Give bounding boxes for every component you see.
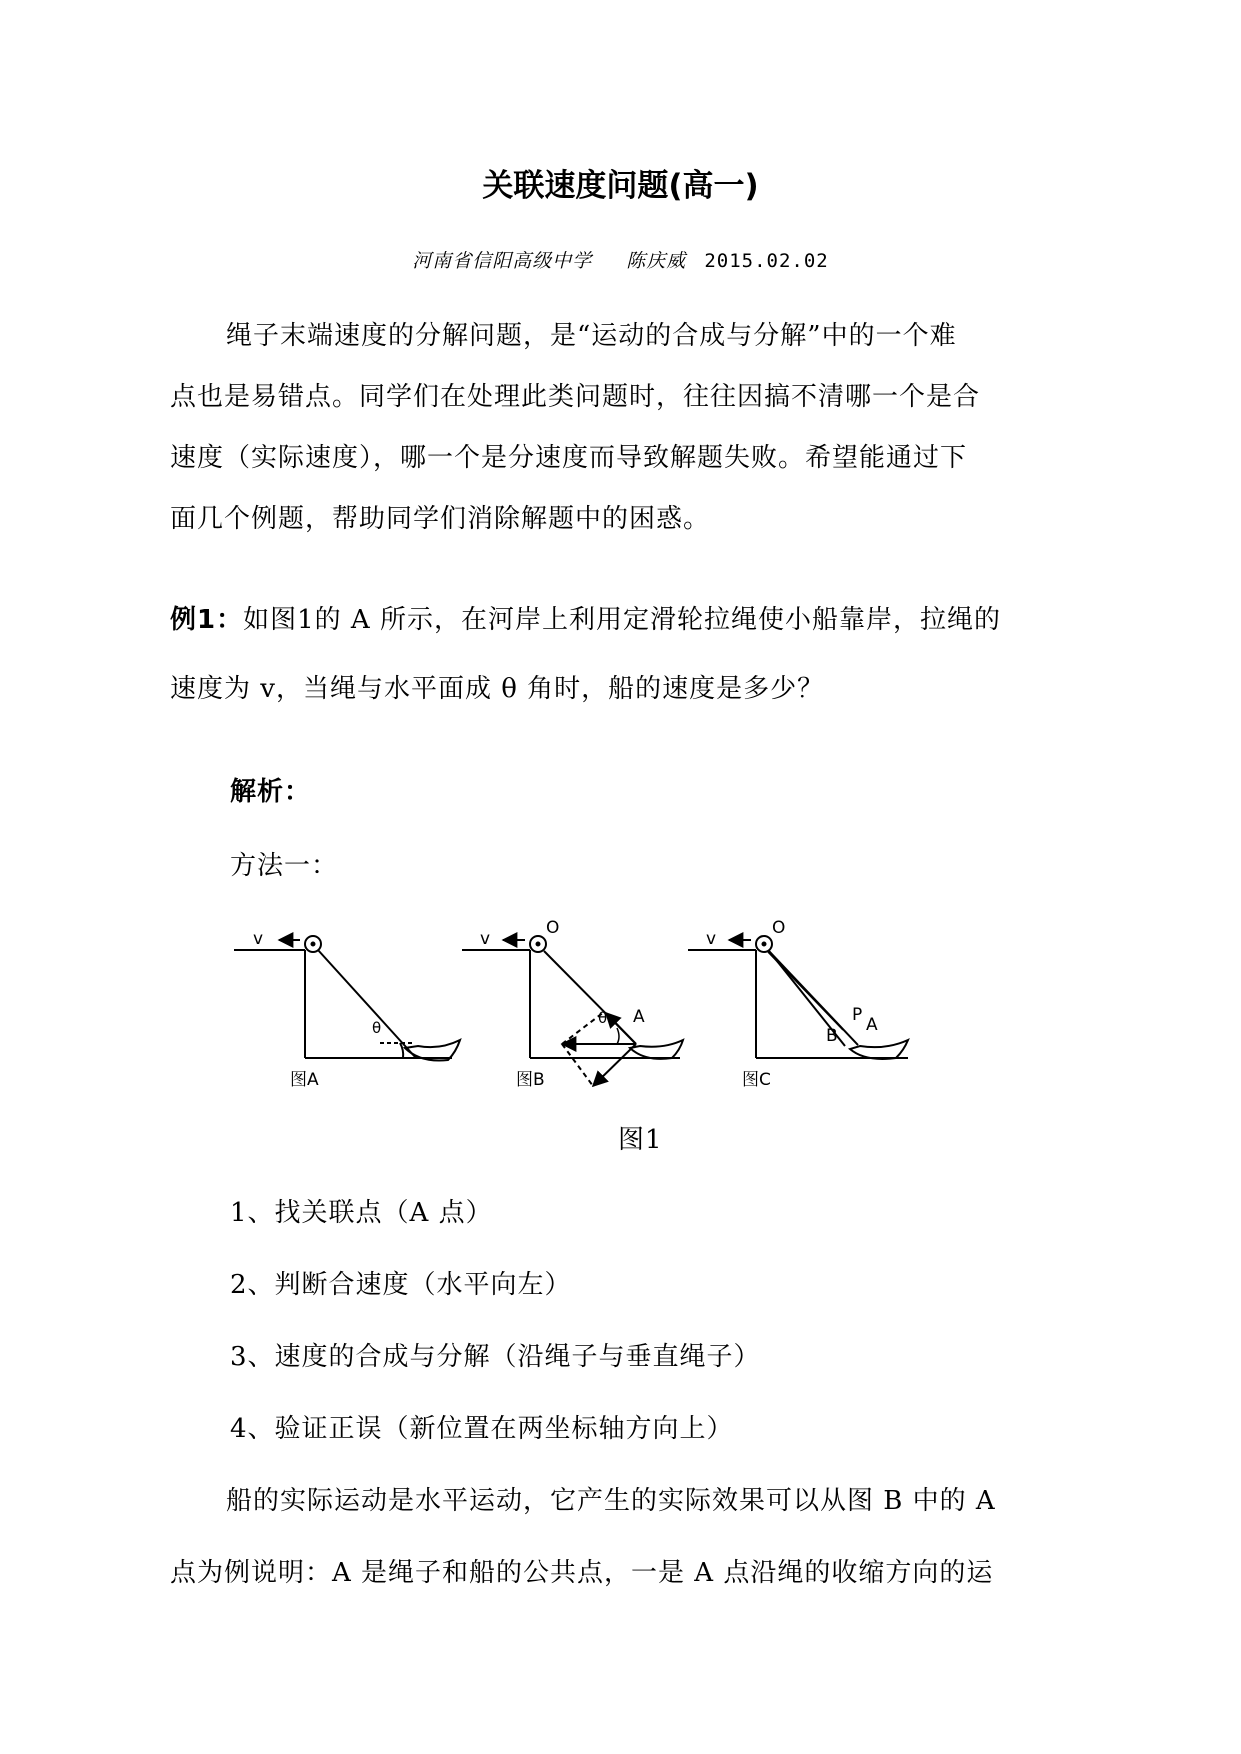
p-label-c: P — [852, 1005, 863, 1025]
step-2: 2、判断合速度（水平向左） — [230, 1270, 572, 1300]
school-name: 河南省信阳高级中学 — [412, 250, 593, 272]
intro-line-1: 绳子末端速度的分解问题，是“运动的合成与分解”中的一个难 — [226, 321, 957, 351]
figure-panel-a — [234, 936, 460, 1061]
example-text-1: 如图1的 A 所示，在河岸上利用定滑轮拉绳使小船靠岸，拉绳的 — [243, 605, 1001, 635]
example-label: 例1： — [170, 605, 244, 635]
boat-b — [630, 1040, 683, 1059]
theta-label-a: θ — [372, 1019, 382, 1037]
step-4: 4、验证正误（新位置在两坐标轴方向上） — [230, 1414, 734, 1444]
author-name: 陈庆威 — [626, 250, 687, 272]
theta-label-b: θ — [598, 1009, 608, 1027]
boat-c — [850, 1040, 908, 1059]
explanation-line-2: 点为例说明：A 是绳子和船的公共点，一是 A 点沿绳的收缩方向的运 — [170, 1558, 994, 1588]
explanation-line-1: 船的实际运动是水平运动，它产生的实际效果可以从图 B 中的 A — [226, 1486, 996, 1516]
v-label-a: v — [253, 929, 264, 949]
page-title: 关联速度问题(高一) — [482, 168, 759, 204]
analysis-heading: 解析： — [230, 777, 312, 807]
publish-date: 2015.02.02 — [704, 250, 829, 272]
figure-panel-b — [462, 936, 683, 1086]
b-label-c: B — [826, 1026, 838, 1046]
v-label-b: v — [480, 929, 491, 949]
o-label-c: O — [772, 918, 786, 938]
panel-label-a: 图A — [290, 1070, 319, 1090]
intro-line-2: 点也是易错点。同学们在处理此类问题时，往往因搞不清哪一个是合 — [170, 382, 981, 412]
step-1: 1、找关联点（A 点） — [230, 1198, 493, 1228]
intro-line-3: 速度（实际速度），哪一个是分速度而导致解题失败。希望能通过下 — [170, 443, 968, 473]
panel-label-b: 图B — [516, 1070, 545, 1090]
panel-label-c: 图C — [742, 1070, 771, 1090]
o-label-b: O — [546, 918, 560, 938]
example-1-line-2: 速度为 v，当绳与水平面成 θ 角时，船的速度是多少？ — [170, 674, 825, 704]
figure-caption: 图1 — [618, 1125, 663, 1155]
intro-line-4: 面几个例题，帮助同学们消除解题中的困惑。 — [170, 504, 711, 534]
a-label-c: A — [866, 1015, 878, 1035]
a-label-b: A — [633, 1007, 645, 1027]
method-heading: 方法一： — [230, 851, 339, 881]
v-label-c: v — [706, 929, 717, 949]
figure-panel-c — [688, 936, 908, 1059]
step-3: 3、速度的合成与分解（沿绳子与垂直绳子） — [230, 1342, 761, 1372]
